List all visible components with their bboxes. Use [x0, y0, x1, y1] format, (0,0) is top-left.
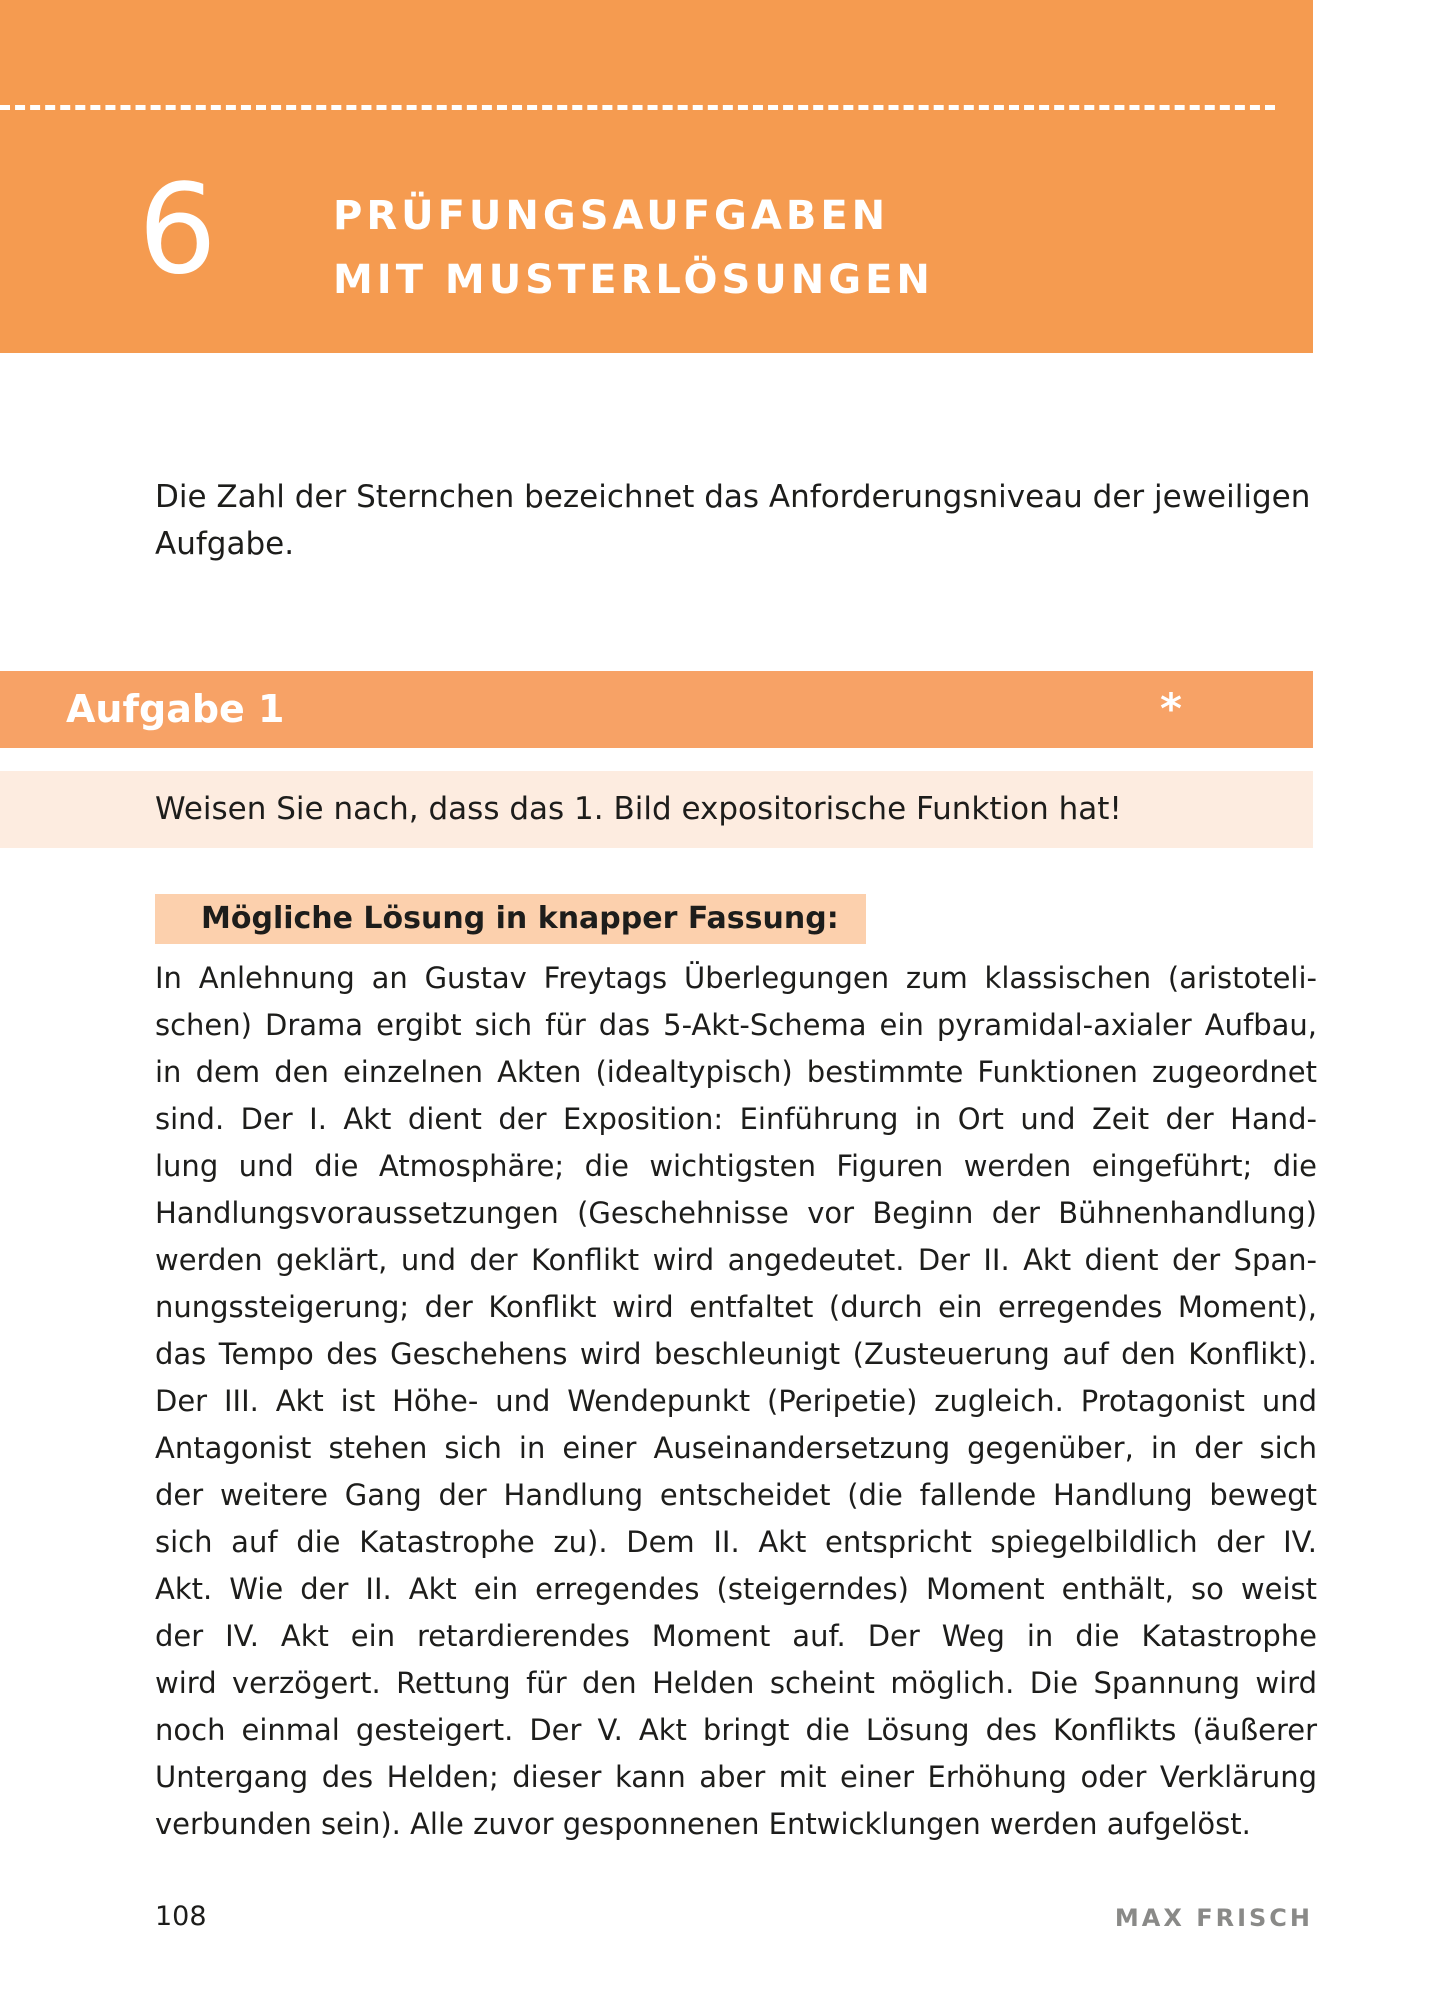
solution-line: nungssteigerung; der Konflikt wird entfaltet (durch ein erregendes Moment), — [155, 1290, 1317, 1324]
task-question-box — [0, 771, 1313, 848]
chapter-title-line-2: MIT MUSTERLÖSUNGEN — [333, 257, 934, 303]
solution-line: lung und die Atmosphäre; die wichtigsten Figuren werden eingeführt; die — [155, 1149, 1317, 1183]
running-title: MAX FRISCH — [1114, 1904, 1313, 1932]
solution-line: noch einmal gesteigert. Der V. Akt bringt die Lösung des Konflikts (äußerer — [155, 1713, 1317, 1747]
solution-line: Akt. Wie der II. Akt ein erregendes (steigerndes) Moment enthält, so weist — [155, 1572, 1317, 1606]
solution-label: Mögliche Lösung in knapper Fassung: — [201, 901, 839, 936]
solution-label-box — [155, 894, 866, 944]
chapter-title — [333, 184, 934, 312]
solution-line: sich auf die Katastrophe zu). Dem II. Akt entspricht spiegelbildlich der IV. — [155, 1525, 1317, 1559]
solution-line: Untergang des Helden; dieser kann aber mit einer Erhöhung oder Verklärung — [155, 1760, 1317, 1794]
solution-line: der weitere Gang der Handlung entscheidet (die fallende Handlung bewegt — [155, 1478, 1317, 1512]
solution-line: In Anlehnung an Gustav Freytags Überlegungen zum klassischen (aristoteli- — [155, 961, 1317, 995]
solution-line: der IV. Akt ein retardierendes Moment auf. Der Weg in die Katastrophe — [155, 1619, 1317, 1653]
task-title: Aufgabe 1 — [66, 687, 285, 731]
difficulty-stars: * — [1160, 684, 1182, 733]
dashed-divider — [0, 105, 1275, 110]
chapter-header — [0, 0, 1313, 353]
chapter-title-line-1: PRÜFUNGSAUFGABEN — [333, 193, 890, 239]
solution-line: verbunden sein). Alle zuvor gesponnenen Entwicklungen werden aufgelöst. — [155, 1807, 1251, 1841]
task-heading-bar — [0, 671, 1313, 748]
solution-line: Antagonist stehen sich in einer Auseinandersetzung gegenüber, in der sich — [155, 1431, 1317, 1465]
solution-line: Handlungsvoraussetzungen (Geschehnisse vor Beginn der Bühnenhandlung) — [155, 1196, 1317, 1230]
chapter-number: 6 — [138, 158, 217, 302]
intro-paragraph: Die Zahl der Sternchen bezeichnet das Anforderungsniveau der jeweiligen Aufgabe. — [155, 479, 1311, 562]
solution-line: Der III. Akt ist Höhe- und Wendepunkt (Peripetie) zugleich. Protagonist und — [155, 1384, 1317, 1418]
solution-line: schen) Drama ergibt sich für das 5-Akt-Schema ein pyramidal-axialer Aufbau, — [155, 1008, 1317, 1042]
solution-paragraph — [155, 955, 1317, 1848]
solution-line: das Tempo des Geschehens wird beschleunigt (Zusteuerung auf den Konflikt). — [155, 1337, 1317, 1371]
solution-line: in dem den einzelnen Akten (idealtypisch) bestimmte Funktionen zugeordnet — [155, 1055, 1317, 1089]
solution-line: wird verzögert. Rettung für den Helden scheint möglich. Die Spannung wird — [155, 1666, 1317, 1700]
solution-line: werden geklärt, und der Konflikt wird angedeutet. Der II. Akt dient der Span- — [155, 1243, 1317, 1277]
task-question: Weisen Sie nach, dass das 1. Bild expositorische Funktion hat! — [155, 791, 1122, 827]
solution-line: sind. Der I. Akt dient der Exposition: Einführung in Ort und Zeit der Hand- — [155, 1102, 1317, 1136]
page-number: 108 — [155, 1901, 207, 1932]
